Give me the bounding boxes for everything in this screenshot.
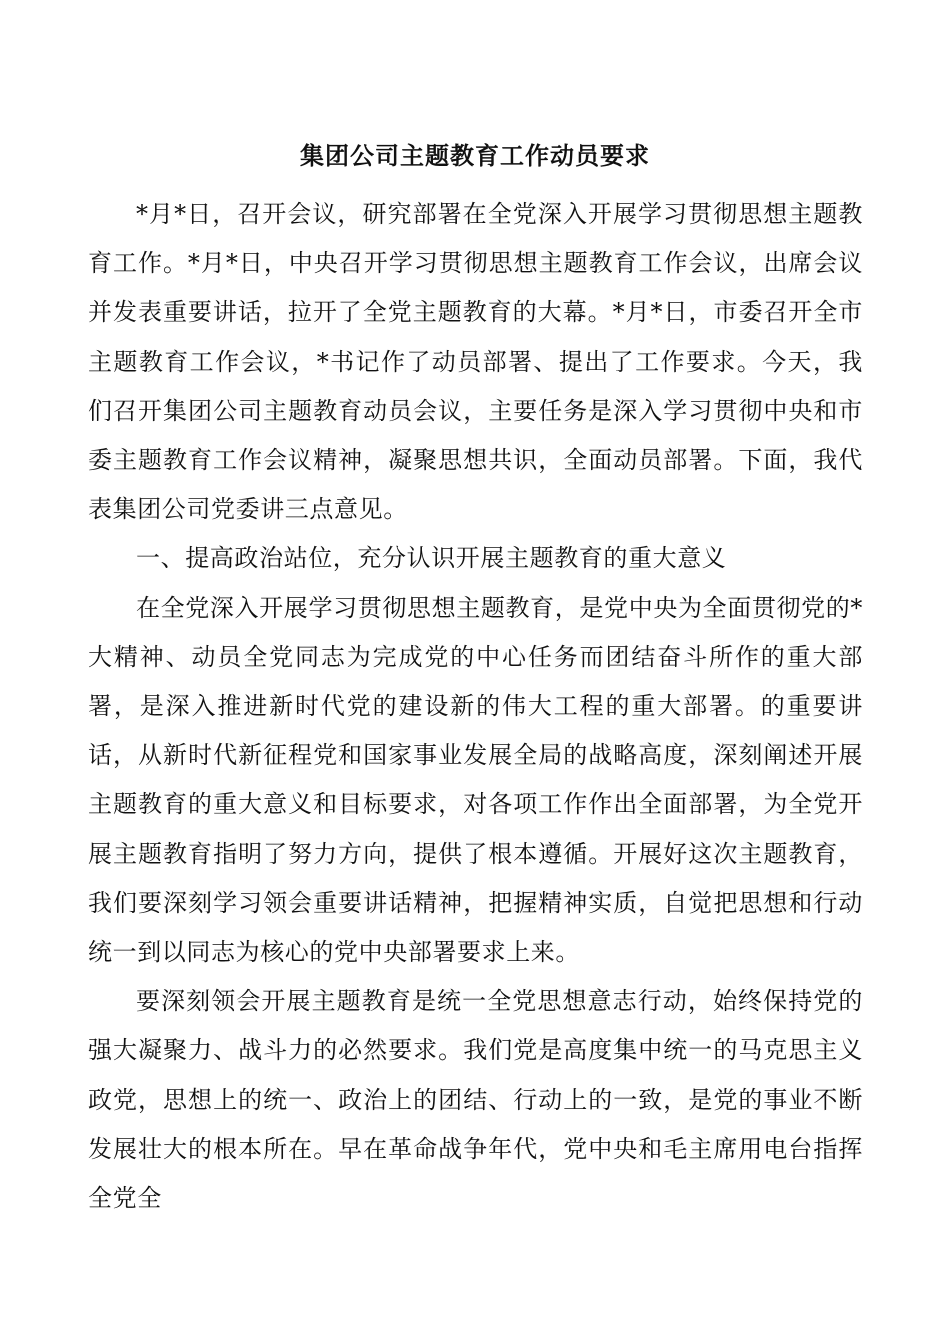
document-body bbox=[88, 190, 863, 1223]
document-title: 集团公司主题教育工作动员要求 bbox=[300, 142, 650, 170]
paragraph-intro: *月*日，召开会议，研究部署在全党深入开展学习贯彻思想主题教育工作。*月*日，中央召开学习贯彻思想主题教育工作会议，出席会议并发表重要讲话，拉开了全党主题教育的大幕。*月*日，市委召开全市主题教育工作会议，*书记作了动员部署、提出了工作要求。今天，我们召开集团公司主题教育动员会议，主要任务是深入学习贯彻中央和市委主题教育工作会议精神，凝聚思想共识，全面动员部署。下面，我代表集团公司党委讲三点意见。 bbox=[88, 200, 863, 524]
paragraph-significance: 在全党深入开展学习贯彻思想主题教育，是党中央为全面贯彻党的*大精神、动员全党同志为完成党的中心任务而团结奋斗所作的重大部署，是深入推进新时代党的建设新的伟大工程的重大部署。的重要讲话，从新时代新征程党和国家事业发展全局的战略高度，深刻阐述开展主题教育的重大意义和目标要求，对各项工作作出全面部署，为全党开展主题教育指明了努力方向，提供了根本遵循。开展好这次主题教育，我们要深刻学习领会重要讲话精神，把握精神实质，自觉把思想和行动统一到以同志为核心的党中央部署要求上来。 bbox=[88, 593, 863, 967]
section-heading-1: 一、提高政治站位，充分认识开展主题教育的重大意义 bbox=[136, 544, 727, 573]
paragraph-unity: 要深刻领会开展主题教育是统一全党思想意志行动，始终保持党的强大凝聚力、战斗力的必然要求。我们党是高度集中统一的马克思主义政党，思想上的统一、政治上的团结、行动上的一致，是党的事业不断发展壮大的根本所在。早在革命战争年代，党中央和毛主席用电台指挥全党全 bbox=[88, 987, 863, 1213]
